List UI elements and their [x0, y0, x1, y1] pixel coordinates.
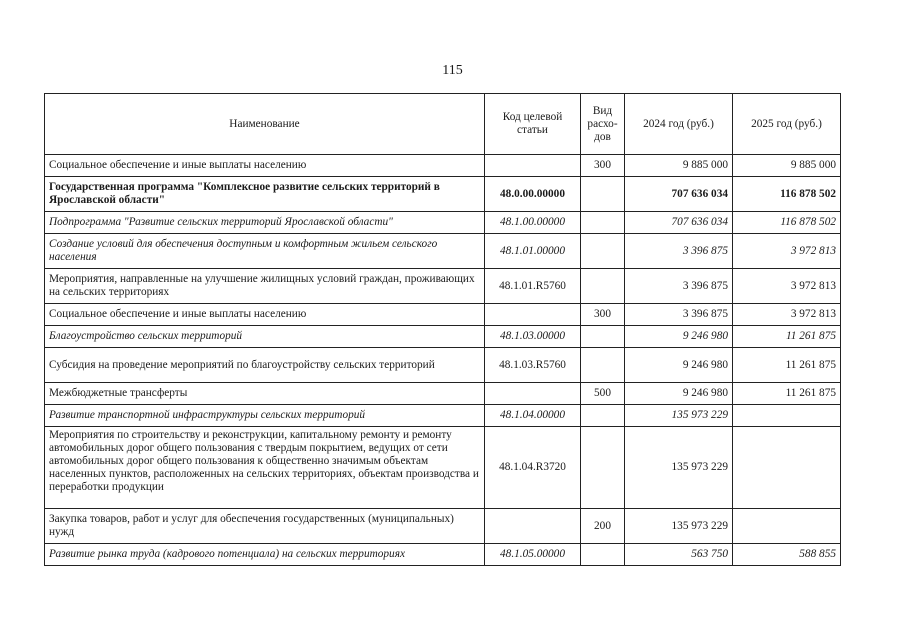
row-2024: 9 885 000: [625, 155, 733, 177]
row-name: Благоустройство сельских территорий: [45, 326, 485, 348]
row-code: [485, 509, 581, 544]
table-row: [45, 155, 841, 177]
row-name: Социальное обеспечение и иные выплаты населению: [45, 304, 485, 326]
row-2024: 135 973 229: [625, 427, 733, 509]
row-kind: [581, 212, 625, 234]
header-2024: 2024 год (руб.): [625, 94, 733, 155]
row-kind: 300: [581, 155, 625, 177]
header-kind: Вид расхо-дов: [581, 94, 625, 155]
row-2025: [733, 509, 841, 544]
row-code: [485, 383, 581, 405]
row-kind: 500: [581, 383, 625, 405]
budget-table: [44, 93, 841, 566]
table-row: [45, 405, 841, 427]
table-row: [45, 544, 841, 566]
page-number: 115: [442, 63, 463, 78]
table-row: [45, 177, 841, 212]
row-code: 48.1.01.00000: [485, 234, 581, 269]
row-name: Закупка товаров, работ и услуг для обеспечения государственных (муниципальных) нужд: [45, 509, 485, 544]
table-header-row: [45, 94, 841, 155]
row-kind: [581, 234, 625, 269]
row-kind: [581, 405, 625, 427]
row-code: 48.0.00.00000: [485, 177, 581, 212]
table-row: [45, 304, 841, 326]
header-2025: 2025 год (руб.): [733, 94, 841, 155]
table-row: [45, 383, 841, 405]
row-kind: [581, 544, 625, 566]
row-code: 48.1.05.00000: [485, 544, 581, 566]
table-row: [45, 509, 841, 544]
row-2025: [733, 405, 841, 427]
row-2024: 3 396 875: [625, 304, 733, 326]
row-kind: [581, 427, 625, 509]
row-2025: 588 855: [733, 544, 841, 566]
row-code: 48.1.01.R5760: [485, 269, 581, 304]
row-2024: 135 973 229: [625, 405, 733, 427]
row-2025: 116 878 502: [733, 177, 841, 212]
row-name: Мероприятия, направленные на улучшение жилищных условий граждан, проживающих на сельских территориях: [45, 269, 485, 304]
row-2025: 3 972 813: [733, 304, 841, 326]
table-row: [45, 326, 841, 348]
row-name: Мероприятия по строительству и реконструкции, капитальному ремонту и ремонту автомобильных дорог общего пользования с твердым покрытием, ведущих от сети автомобильных дорог общего пользования к общественно значимым объектам населенных пунктов, расположенных на сельских территориях, объектам производства и переработки продукции: [45, 427, 485, 509]
table-row: [45, 269, 841, 304]
row-code: 48.1.00.00000: [485, 212, 581, 234]
row-2025: 11 261 875: [733, 383, 841, 405]
row-2025: 11 261 875: [733, 348, 841, 383]
row-kind: [581, 326, 625, 348]
table-row: [45, 348, 841, 383]
row-2024: 707 636 034: [625, 177, 733, 212]
row-2024: 3 396 875: [625, 269, 733, 304]
row-name: Субсидия на проведение мероприятий по благоустройству сельских территорий: [45, 348, 485, 383]
row-name: Развитие рынка труда (кадрового потенциала) на сельских территориях: [45, 544, 485, 566]
row-2024: 563 750: [625, 544, 733, 566]
row-2024: 9 246 980: [625, 326, 733, 348]
table-row: [45, 212, 841, 234]
row-code: 48.1.04.R3720: [485, 427, 581, 509]
row-code: 48.1.04.00000: [485, 405, 581, 427]
row-code: [485, 155, 581, 177]
row-code: [485, 304, 581, 326]
row-2024: 707 636 034: [625, 212, 733, 234]
row-name: Создание условий для обеспечения доступным и комфортным жильем сельского населения: [45, 234, 485, 269]
table-row: [45, 234, 841, 269]
row-kind: [581, 269, 625, 304]
row-name: Развитие транспортной инфраструктуры сельских территорий: [45, 405, 485, 427]
row-kind: 200: [581, 509, 625, 544]
header-code: Код целевой статьи: [485, 94, 581, 155]
table-row: [45, 427, 841, 509]
row-code: 48.1.03.R5760: [485, 348, 581, 383]
row-2024: 9 246 980: [625, 383, 733, 405]
row-name: Социальное обеспечение и иные выплаты населению: [45, 155, 485, 177]
row-kind: 300: [581, 304, 625, 326]
row-2025: 9 885 000: [733, 155, 841, 177]
row-name: Государственная программа "Комплексное развитие сельских территорий в Ярославской области": [45, 177, 485, 212]
row-2025: 3 972 813: [733, 234, 841, 269]
row-2024: 9 246 980: [625, 348, 733, 383]
row-2025: [733, 427, 841, 509]
header-name: Наименование: [45, 94, 485, 155]
row-kind: [581, 177, 625, 212]
row-2025: 11 261 875: [733, 326, 841, 348]
row-2024: 3 396 875: [625, 234, 733, 269]
row-name: Межбюджетные трансферты: [45, 383, 485, 405]
row-2025: 116 878 502: [733, 212, 841, 234]
row-2024: 135 973 229: [625, 509, 733, 544]
row-kind: [581, 348, 625, 383]
row-2025: 3 972 813: [733, 269, 841, 304]
row-name: Подпрограмма "Развитие сельских территорий Ярославской области": [45, 212, 485, 234]
row-code: 48.1.03.00000: [485, 326, 581, 348]
